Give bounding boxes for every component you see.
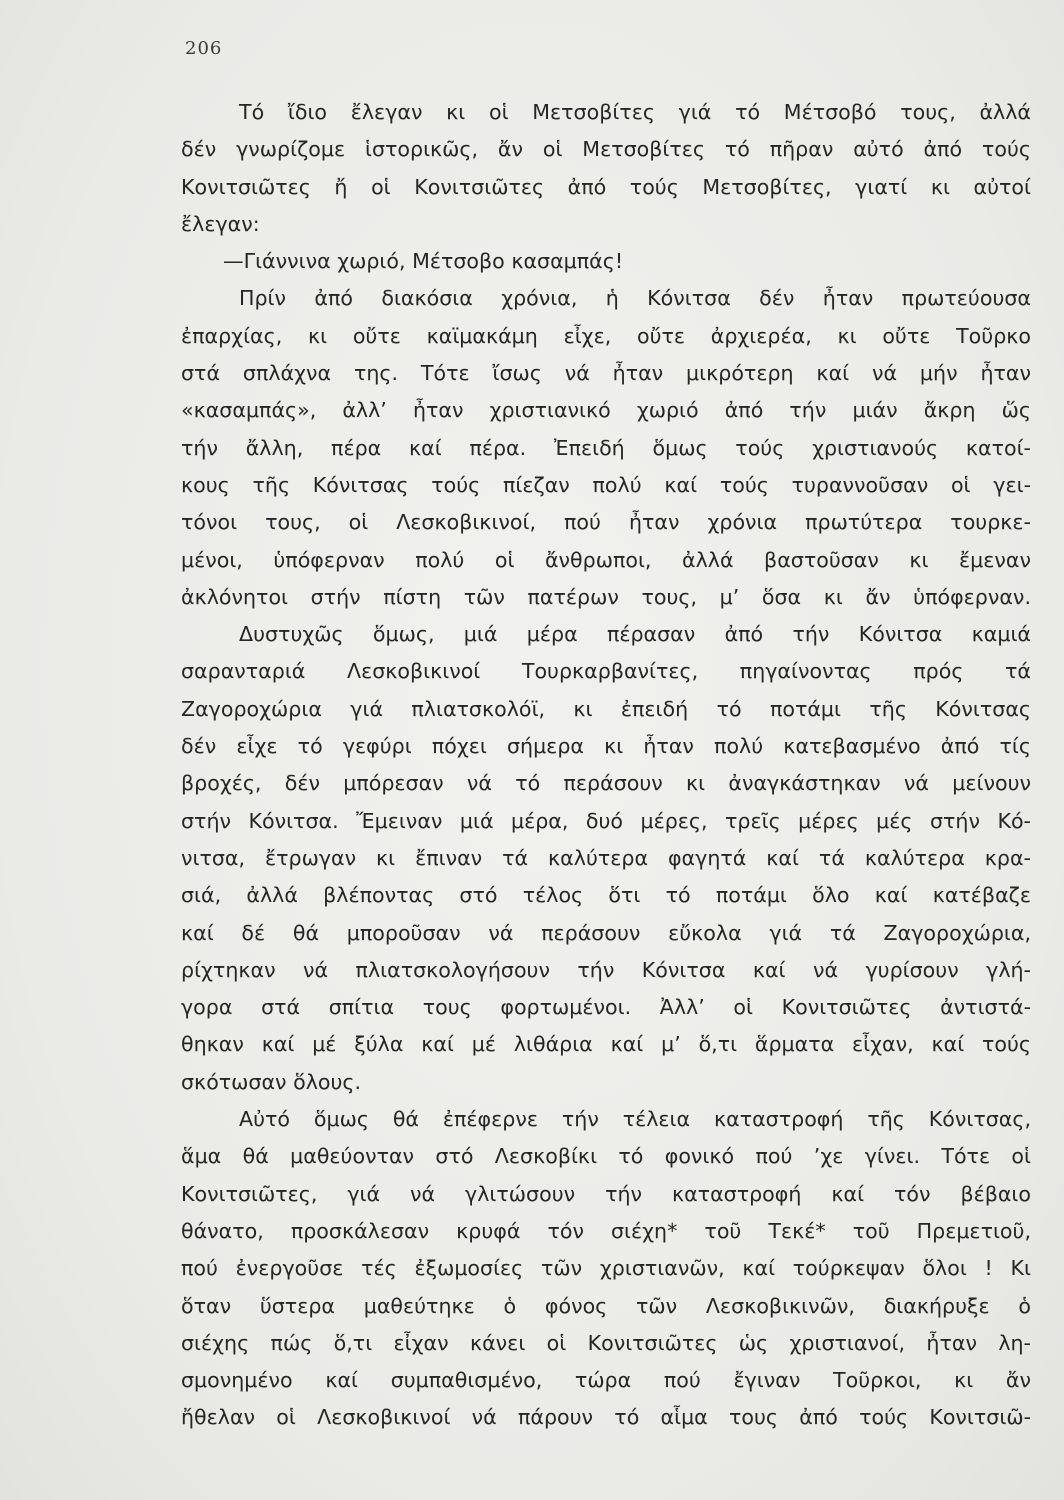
text-line: μένοι, ὑπόφερναν πολύ οἱ ἄνθρωποι, ἀλλά βαστοῦσαν κι ἔμεναν xyxy=(181,547,1031,572)
text-line: στήν Κόνιτσα. Ἔμειναν μιά μέρα, δυό μέρες, τρεῖς μέρες μές στήν Κό- xyxy=(181,808,1031,833)
text-line: πού ἐνεργοῦσε τές ἐξωμοσίες τῶν χριστιανῶν, καί τούρκεψαν ὅλοι ! Κι xyxy=(181,1256,1031,1281)
text-line: σιέχης πώς ὅ,τι εἶχαν κάνει οἱ Κονιτσιῶτες ὡς χριστιανοί, ἦταν λη- xyxy=(181,1330,1031,1355)
text-line: Δυστυχῶς ὅμως, μιά μέρα πέρασαν ἀπό τήν Κόνιτσα καμιά xyxy=(239,622,1031,647)
text-line: σκότωσαν ὅλους. xyxy=(181,1069,362,1094)
text-line: σμονημένο καί συμπαθισμένο, τώρα πού ἔγιναν Τοῦρκοι, κι ἄν xyxy=(181,1368,1031,1393)
text-line: δέν εἶχε τό γεφύρι πόχει σήμερα κι ἦταν πολύ κατεβασμένο ἀπό τίς xyxy=(181,734,1031,759)
text-line: Τό ἴδιο ἔλεγαν κι οἱ Μετσοβίτες γιά τό Μέτσοβό τους, ἀλλά xyxy=(239,100,1031,124)
text-line: ἅμα θά μαθεύονταν στό Λεσκοβίκι τό φονικό πού ’χε γίνει. Τότε οἱ xyxy=(181,1144,1031,1169)
text-line: νιτσα, ἔτρωγαν κι ἔπιναν τά καλύτερα φαγητά καί τά καλύτερα κρα- xyxy=(181,845,1031,870)
text-line: κους τῆς Κόνιτσας τούς πίεζαν πολύ καί τούς τυραννοῦσαν οἱ γει- xyxy=(181,472,1031,497)
text-line: ἤθελαν οἱ Λεσκοβικινοί νά πάρουν τό αἷμα τους ἀπό τούς Κονιτσιῶ- xyxy=(181,1405,1031,1430)
text-line: «κασαμπάς», ἀλλ’ ἦταν χριστιανικό χωριό ἀπό τήν μιάν ἄκρη ὥς xyxy=(181,398,1031,423)
text-line: σιά, ἀλλά βλέποντας στό τέλος ὅτι τό ποτάμι ὅλο καί κατέβαζε xyxy=(181,883,1031,908)
body-text xyxy=(181,94,1031,1437)
text-line: Κονιτσιῶτες, γιά νά γλιτώσουν τήν καταστροφή καί τόν βέβαιο xyxy=(181,1181,1031,1206)
text-line: ρίχτηκαν νά πλιατσκολογήσουν τήν Κόνιτσα καί νά γυρίσουν γλή- xyxy=(181,957,1031,982)
text-line: ὅταν ὕστερα μαθεύτηκε ὁ φόνος τῶν Λεσκοβικινῶν, διακήρυξε ὁ xyxy=(181,1293,1031,1318)
text-line: καί δέ θά μποροῦσαν νά περάσουν εὔκολα γιά τά Ζαγοροχώρια, xyxy=(181,920,1031,945)
text-line: Πρίν ἀπό διακόσια χρόνια, ἡ Κόνιτσα δέν ἦταν πρωτεύουσα xyxy=(239,286,1031,311)
text-line: ἔλεγαν: xyxy=(181,211,260,236)
text-line: Αὐτό ὅμως θά ἐπέφερνε τήν τέλεια καταστροφή τῆς Κόνιτσας, xyxy=(239,1107,1031,1132)
text-line: στά σπλάχνα της. Τότε ἴσως νά ἦταν μικρότερη καί νά μήν ἦταν xyxy=(181,361,1031,386)
page-number: 206 xyxy=(185,38,223,59)
text-line: ἀκλόνητοι στήν πίστη τῶν πατέρων τους, μ’ ὅσα κι ἄν ὑπόφερναν. xyxy=(181,584,1031,609)
text-line: ἐπαρχίας, κι οὔτε καϊμακάμη εἶχε, οὔτε ἀρχιερέα, κι οὔτε Τοῦρκο xyxy=(181,323,1031,348)
text-line: τόνοι τους, οἱ Λεσκοβικινοί, πού ἦταν χρόνια πρωτύτερα τουρκε- xyxy=(181,510,1031,535)
text-line: τήν ἄλλη, πέρα καί πέρα. Ἐπειδή ὅμως τούς χριστιανούς κατοί- xyxy=(181,435,1031,460)
text-line: σαρανταριά Λεσκοβικινοί Τουρκαρβανίτες, πηγαίνοντας πρός τά xyxy=(181,659,1031,684)
text-line: θηκαν καί μέ ξύλα καί μέ λιθάρια καί μ’ ὅ,τι ἅρματα εἶχαν, καί τούς xyxy=(181,1032,1031,1057)
text-line: γορα στά σπίτια τους φορτωμένοι. Ἀλλ’ οἱ Κονιτσιῶτες ἀντιστά- xyxy=(181,995,1031,1020)
text-line: θάνατο, προσκάλεσαν κρυφά τόν σιέχη* τοῦ Τεκέ* τοῦ Πρεμετιοῦ, xyxy=(181,1218,1031,1243)
text-line: Ζαγοροχώρια γιά πλιατσκολόϊ, κι ἐπειδή τό ποτάμι τῆς Κόνιτσας xyxy=(181,696,1031,721)
text-line: Κονιτσιῶτες ἤ οἱ Κονιτσιῶτες ἀπό τούς Μετσοβίτες, γιατί κι αὐτοί xyxy=(181,174,1031,199)
text-line: —Γιάννινα χωριό, Μέτσοβο κασαμπάς! xyxy=(223,249,624,274)
text-line: δέν γνωρίζομε ἱστορικῶς, ἄν οἱ Μετσοβίτες τό πῆραν αὐτό ἀπό τούς xyxy=(181,137,1031,162)
text-line: βροχές, δέν μπόρεσαν νά τό περάσουν κι ἀναγκάστηκαν νά μείνουν xyxy=(181,771,1031,796)
